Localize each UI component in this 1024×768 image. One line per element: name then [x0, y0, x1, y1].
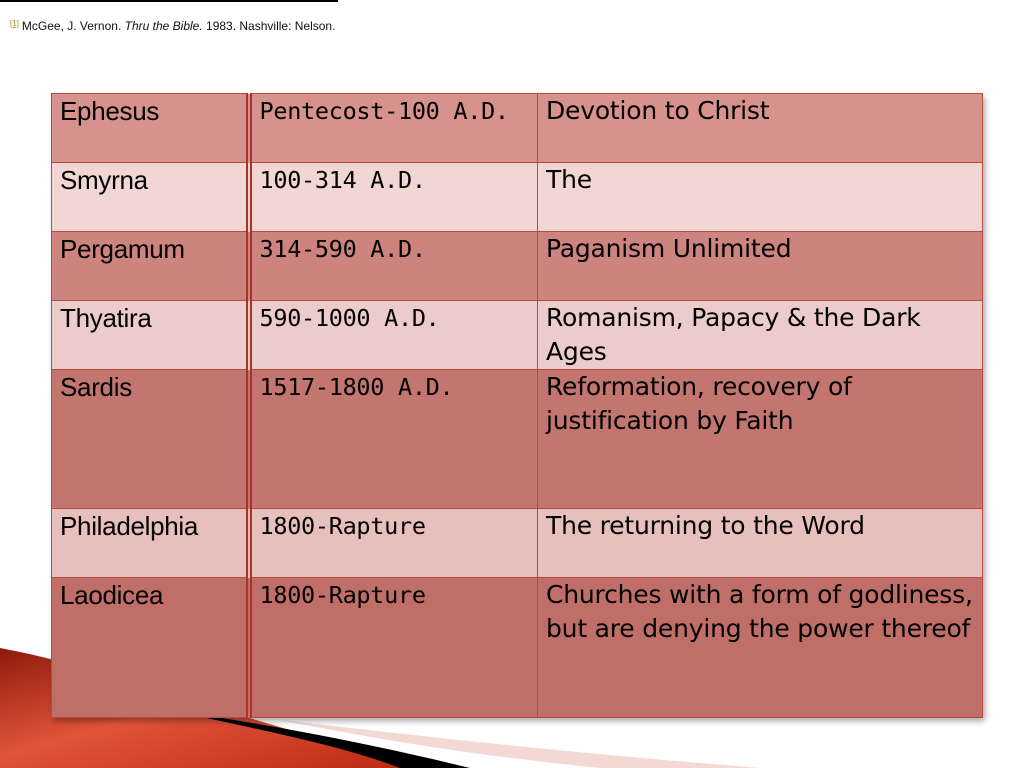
- table-row: [52, 578, 983, 718]
- footnote-rule: [0, 0, 338, 2]
- church-eras-table: [51, 93, 982, 717]
- church-cell: Pergamum: [52, 232, 249, 301]
- description-cell: The returning to the Word: [538, 509, 983, 578]
- period-cell: 1800-Rapture: [249, 578, 538, 718]
- period-cell: 100-314 A.D.: [249, 163, 538, 232]
- church-cell: Laodicea: [52, 578, 249, 718]
- table-row: [52, 301, 983, 370]
- period-cell: 1800-Rapture: [249, 509, 538, 578]
- period-cell: 1517-1800 A.D.: [249, 370, 538, 509]
- description-cell: Romanism, Papacy & the Dark Ages: [538, 301, 983, 370]
- description-cell: The: [538, 163, 983, 232]
- church-cell: Ephesus: [52, 94, 249, 163]
- description-cell: Paganism Unlimited: [538, 232, 983, 301]
- period-cell: 314-590 A.D.: [249, 232, 538, 301]
- table-row: [52, 232, 983, 301]
- footnote-title: Thru the Bible.: [124, 19, 203, 33]
- table-row: [52, 509, 983, 578]
- period-cell: Pentecost-100 A.D.: [249, 94, 538, 163]
- church-cell: Smyrna: [52, 163, 249, 232]
- table-row: [52, 370, 983, 509]
- footnote-details: 1983. Nashville: Nelson.: [206, 19, 336, 33]
- footnote-author: McGee, J. Vernon.: [21, 19, 122, 33]
- period-cell: 590-1000 A.D.: [249, 301, 538, 370]
- description-cell: Devotion to Christ: [538, 94, 983, 163]
- church-cell: Philadelphia: [52, 509, 249, 578]
- church-cell: Thyatira: [52, 301, 249, 370]
- footnote: [10, 19, 335, 33]
- description-cell: Reformation, recovery of justification by Faith: [538, 370, 983, 509]
- church-cell: Sardis: [52, 370, 249, 509]
- footnote-ref-link[interactable]: [1]: [10, 19, 19, 28]
- table-row: [52, 94, 983, 163]
- description-cell: Churches with a form of godliness, but are denying the power thereof: [538, 578, 983, 718]
- table-row: [52, 163, 983, 232]
